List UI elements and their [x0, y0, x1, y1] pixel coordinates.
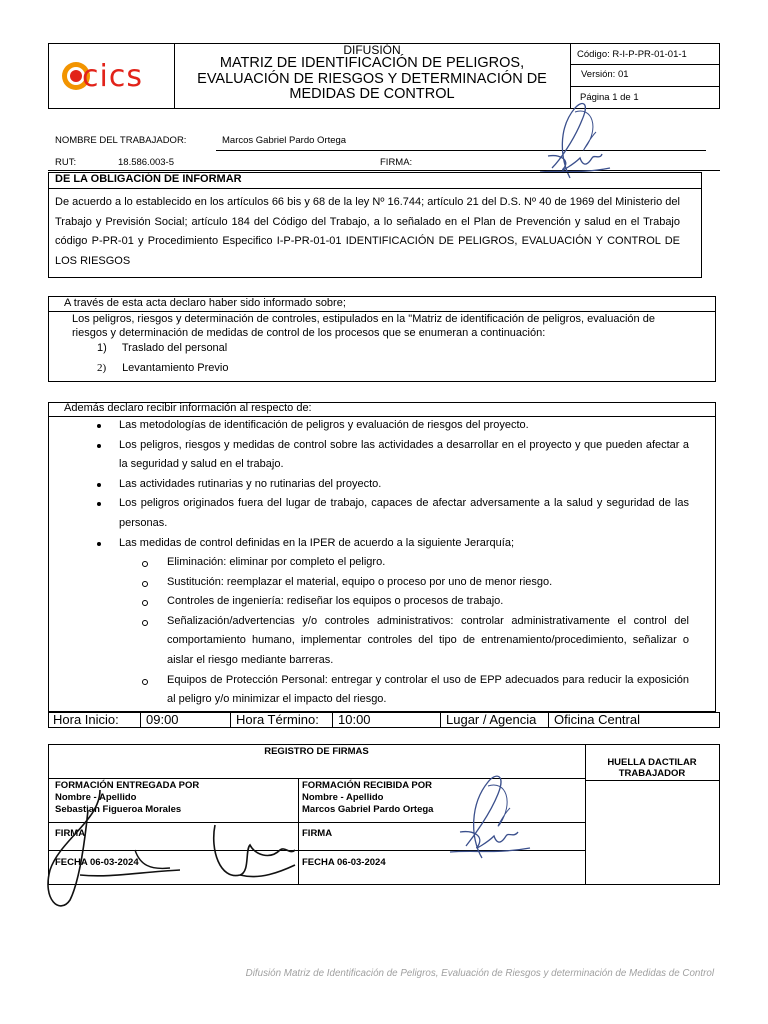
list-item: Los peligros, riesgos y medidas de control sobre las actividades a desarrollar en el proyecto y que pueden afectar a la seguridad y salud en el trabajo. [119, 436, 689, 475]
left-fecha: FECHA 06-03-2024 [55, 857, 139, 868]
informed-heading: A través de esta acta declaro haber sido informado sobre; [64, 297, 346, 309]
document-code: Código: R-I-P-PR-01-01-1 [577, 49, 687, 60]
received-bullets [119, 416, 689, 553]
worker-name-label: NOMBRE DEL TRABAJADOR: [55, 135, 187, 146]
left-sub: Nombre - Apellido [55, 792, 137, 803]
list-item: Las metodologías de identificación de peligros y evaluación de riesgos del proyecto. [119, 416, 689, 436]
right-firma: FIRMA [302, 828, 333, 839]
received-heading: Además declaro recibir información al respecto de: [64, 402, 312, 414]
signatures-heading: REGISTRO DE FIRMAS [264, 746, 369, 757]
left-title: FORMACIÓN ENTREGADA POR [55, 780, 200, 791]
worker-table-signature [440, 768, 540, 864]
hora-termino-label: Hora Término: [236, 712, 319, 727]
page-footer: Difusión Matriz de Identificación de Peligros, Evaluación de Riesgos y determinación de Medidas de Control [245, 968, 714, 979]
list-item: Señalización/advertencias y/o controles administrativos: controlar administrativamente el control del comportamiento humano, implementar controles del tipo de entrenamiento/procedimiento, señalizar o aislar el riesgo mediante barreras. [167, 612, 689, 671]
item-number: 1) [97, 342, 107, 354]
lugar-label: Lugar / Agencia [446, 712, 537, 727]
list-item: Los peligros originados fuera del lugar de trabajo, capaces de afectar adversamente a la salud y seguridad de las personas. [119, 494, 689, 533]
obligation-body: De acuerdo a lo establecido en los artículos 66 bis y 68 de la ley Nº 16.744; artículo 21 del D.S. Nº 40 de 1969 del Ministerio del Trabajo y Previsión Social; artículo 184 del Código del Trabajo, a lo señalado en el Plan de Prevención y salud en el Trabajo código P-PR-01 y Procedimiento Especifico I-P-PR-01-01 IDENTIFICACIÓN DE PELIGROS, EVALUACIÓN Y CONTROL DE LOS RIESGOS [55, 196, 680, 267]
informed-body: Los peligros, riesgos y determinación de controles, estipulados en la "Matriz de identificación de peligros, evaluación de riesgos y determinación de medidas de control de los procesos que se enumeran a continuación: [72, 313, 655, 339]
list-item: Sustitución: reemplazar el material, equipo o proceso por uno de menor riesgo. [167, 573, 689, 593]
title-line-1: DIFUSIÓN [343, 43, 401, 57]
left-name: Sebastian Figueroa Morales [55, 804, 182, 815]
hora-inicio-value: 09:00 [146, 712, 179, 727]
hora-termino-value: 10:00 [338, 712, 371, 727]
company-logo [60, 58, 160, 94]
title-line-2: MATRIZ DE IDENTIFICACIÓN DE PELIGROS, [219, 55, 525, 71]
document-version: Versión: 01 [581, 69, 629, 80]
list-item: Las actividades rutinarias y no rutinarias del proyecto. [119, 475, 689, 495]
right-sub: Nombre - Apellido [302, 792, 384, 803]
lugar-value: Oficina Central [554, 712, 640, 727]
title-line-4: MEDIDAS DE CONTROL [289, 86, 455, 102]
list-item: Equipos de Protección Personal: entregar y controlar el uso de EPP adecuados para reducir la exposición al peligro y/o minimizar el impacto del riesgo. [167, 671, 689, 710]
informed-item-2 [97, 362, 228, 374]
logo-text: cics [82, 59, 143, 94]
worker-firma-label: FIRMA: [380, 157, 413, 168]
worker-rut-label: RUT: [55, 157, 77, 168]
received-sub-bullets [167, 553, 689, 710]
informed-item-1 [97, 342, 227, 354]
item-text: Levantamiento Previo [122, 362, 229, 374]
huella-label: HUELLA DACTILAR TRABAJADOR [607, 757, 697, 779]
trainer-signature [40, 780, 300, 930]
obligation-heading: DE LA OBLIGACIÓN DE INFORMAR [55, 173, 242, 185]
list-item: Las medidas de control definidas en la IPER de acuerdo a la siguiente Jerarquía; [119, 534, 689, 554]
hora-inicio-label: Hora Inicio: [53, 712, 119, 727]
right-title: FORMACIÓN RECIBIDA POR [302, 780, 433, 791]
page-number: Página 1 de 1 [580, 92, 639, 103]
left-firma: FIRMA [55, 828, 86, 839]
item-number: 2) [97, 362, 107, 374]
document-title [176, 44, 568, 103]
list-item: Eliminación: eliminar por completo el peligro. [167, 553, 689, 573]
worker-name-value: Marcos Gabriel Pardo Ortega [222, 135, 347, 146]
item-text: Traslado del personal [121, 342, 228, 354]
title-line-3: EVALUACIÓN DE RIESGOS Y DETERMINACIÓN DE [197, 70, 547, 87]
worker-rut-value: 18.586.003-5 [118, 157, 174, 168]
right-name: Marcos Gabriel Pardo Ortega [302, 804, 434, 815]
right-fecha: FECHA 06-03-2024 [302, 857, 386, 868]
list-item: Controles de ingeniería: rediseñar los equipos o procesos de trabajo. [167, 592, 689, 612]
